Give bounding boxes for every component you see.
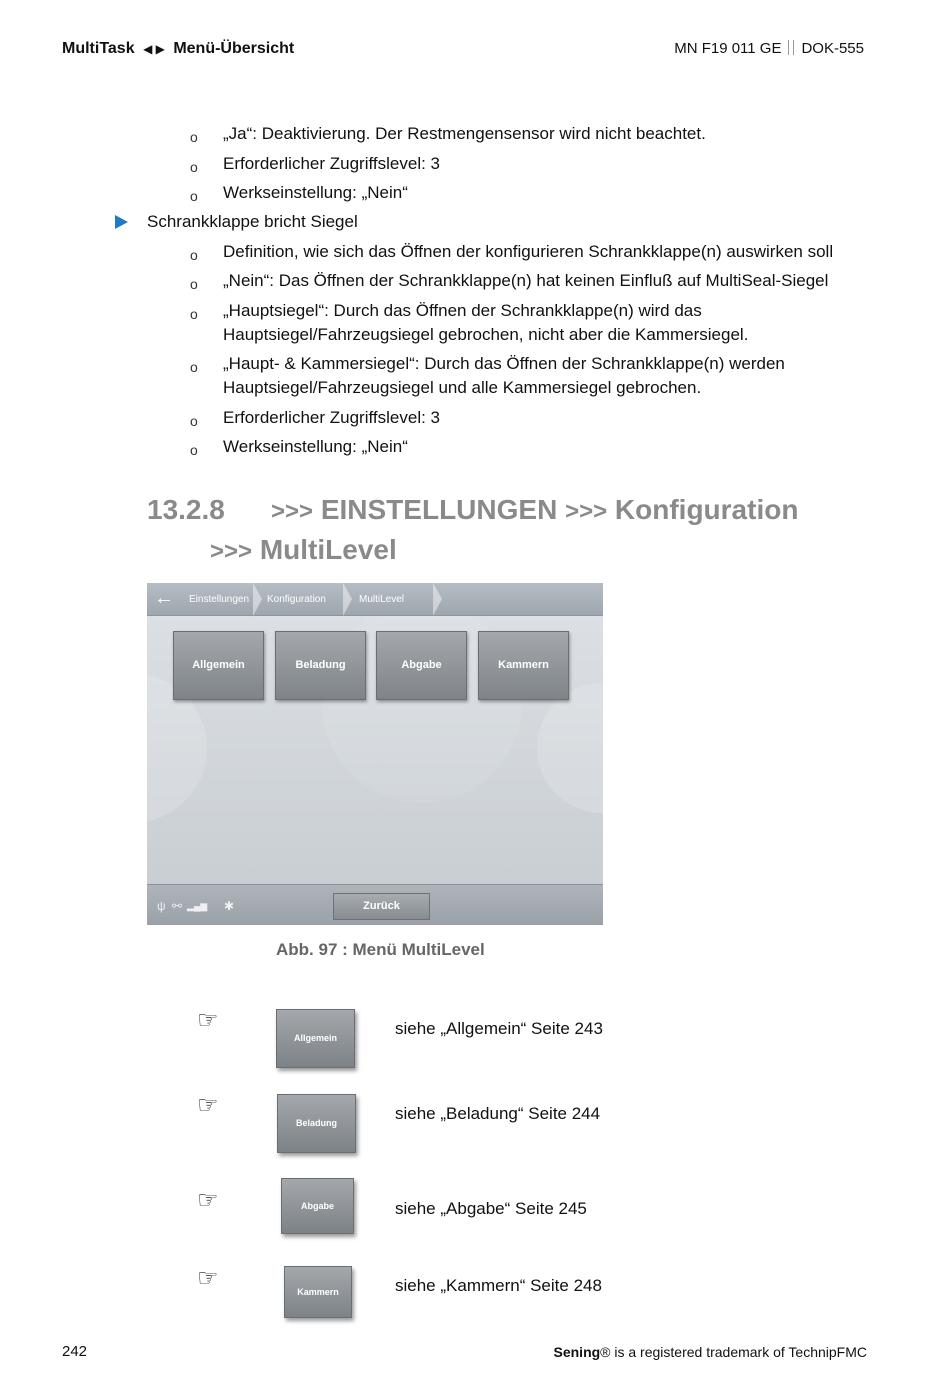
bullet-circle-icon: o [190,129,198,145]
list-item-text: Werkseinstellung: „Nein“ [223,183,408,202]
list-item-text: Erforderlicher Zugriffslevel: 3 [223,408,440,427]
doc-number: MN F19 011 GE [674,40,782,57]
bluetooth-icon: ✱ [224,899,235,913]
bullet-triangle-icon [115,215,128,229]
bullet-circle-icon: o [190,188,198,204]
product-name: MultiTask [62,40,135,57]
multilevel-screen [147,583,603,925]
list-item-text: Hauptsiegel/Fahrzeugsiegel und alle Kammersiegel gebrochen. [223,378,702,397]
gear-background-icon [537,683,603,813]
list-item-text: „Hauptsiegel“: Durch das Öffnen der Schrankklappe(n) wird das [223,301,702,320]
section-title-line2 [210,534,397,566]
doc-code: DOK-555 [801,40,864,57]
list-item-text: Erforderlicher Zugriffslevel: 3 [223,154,440,173]
bullet-circle-icon: o [190,159,198,175]
bullet-circle-icon: o [190,247,198,263]
kammern-button[interactable]: Kammern [478,631,569,700]
bullet-circle-icon: o [190,413,198,429]
bullet-circle-icon: o [190,306,198,322]
reference-text: siehe „Kammern“ Seite 248 [395,1276,602,1295]
beladung-tile-image: Beladung [277,1094,356,1153]
usb-icon: ψ [157,899,166,913]
list-item-text: „Ja“: Deaktivierung. Der Restmengensensor wird nicht beachtet. [223,124,706,143]
section-title-line1 [271,494,798,526]
list-item-text: Hauptsiegel/Fahrzeugsiegel gebrochen, nicht aber die Kammersiegel. [223,325,749,344]
section-word: EINSTELLUNGEN [320,494,558,525]
kammern-tile-image: Kammern [284,1266,352,1318]
section-word: Konfiguration [614,494,799,525]
header-right [674,40,864,57]
allgemein-button[interactable]: Allgemein [173,631,264,700]
list-item-text: „Haupt- & Kammersiegel“: Durch das Öffnen der Schrankklappe(n) werden [223,354,785,373]
section-number: 13.2.8 [147,494,225,525]
section-prefix: >>> [565,498,608,525]
section-word: MultiLevel [259,534,397,565]
breadcrumb-item-konfiguration[interactable]: Konfiguration [257,583,343,616]
section-prefix: >>> [271,498,314,525]
reference-text: siehe „Beladung“ Seite 244 [395,1104,601,1123]
breadcrumb-item-multilevel[interactable]: MultiLevel [349,583,433,616]
abgabe-tile-image: Abgabe [281,1178,354,1234]
bullet-circle-icon: o [190,276,198,292]
footer-trademark [554,1344,868,1360]
abgabe-button[interactable]: Abgabe [376,631,467,700]
header-title: Menü-Übersicht [173,40,295,57]
pointing-hand-icon: ☞ [197,1007,219,1034]
allgemein-tile-image: Allgemein [276,1009,355,1068]
bottom-bar [147,884,603,925]
trademark-text: ® is a registered trademark of TechnipFMC [600,1344,867,1360]
pointing-hand-icon: ☞ [197,1092,219,1119]
zurueck-button[interactable]: Zurück [333,893,430,920]
list-item-text: Werkseinstellung: „Nein“ [223,437,408,456]
nav-arrows-icon: ◀ ▶ [143,42,165,56]
beladung-button[interactable]: Beladung [275,631,366,700]
header-left [62,40,294,58]
back-arrow-icon[interactable]: ← [154,587,174,609]
list-item-text: „Nein“: Das Öffnen der Schrankklappe(n) hat keinen Einfluß auf MultiSeal-Siegel [223,271,829,290]
bullet-circle-icon: o [190,359,198,375]
reference-text: siehe „Allgemein“ Seite 243 [395,1019,603,1038]
pointing-hand-icon: ☞ [197,1187,219,1214]
figure-caption: Abb. 97 : Menü MultiLevel [276,940,485,959]
header-separator [788,40,794,55]
page-number: 242 [62,1343,88,1360]
signal-icon: ▂▄▆ [187,901,208,911]
brand-name: Sening [553,1344,601,1360]
section-prefix: >>> [210,538,253,565]
reference-text: siehe „Abgabe“ Seite 245 [395,1199,587,1218]
bullet-circle-icon: o [190,442,198,458]
breadcrumb-item-einstellungen[interactable]: Einstellungen [179,583,253,616]
pointing-hand-icon: ☞ [197,1265,219,1292]
link-icon: ⚯ [172,899,183,913]
main-bullet-text: Schrankklappe bricht Siegel [147,212,358,231]
breadcrumb [147,583,603,616]
list-item-text: Definition, wie sich das Öffnen der konfigurieren Schrankklappe(n) auswirken soll [223,242,834,261]
